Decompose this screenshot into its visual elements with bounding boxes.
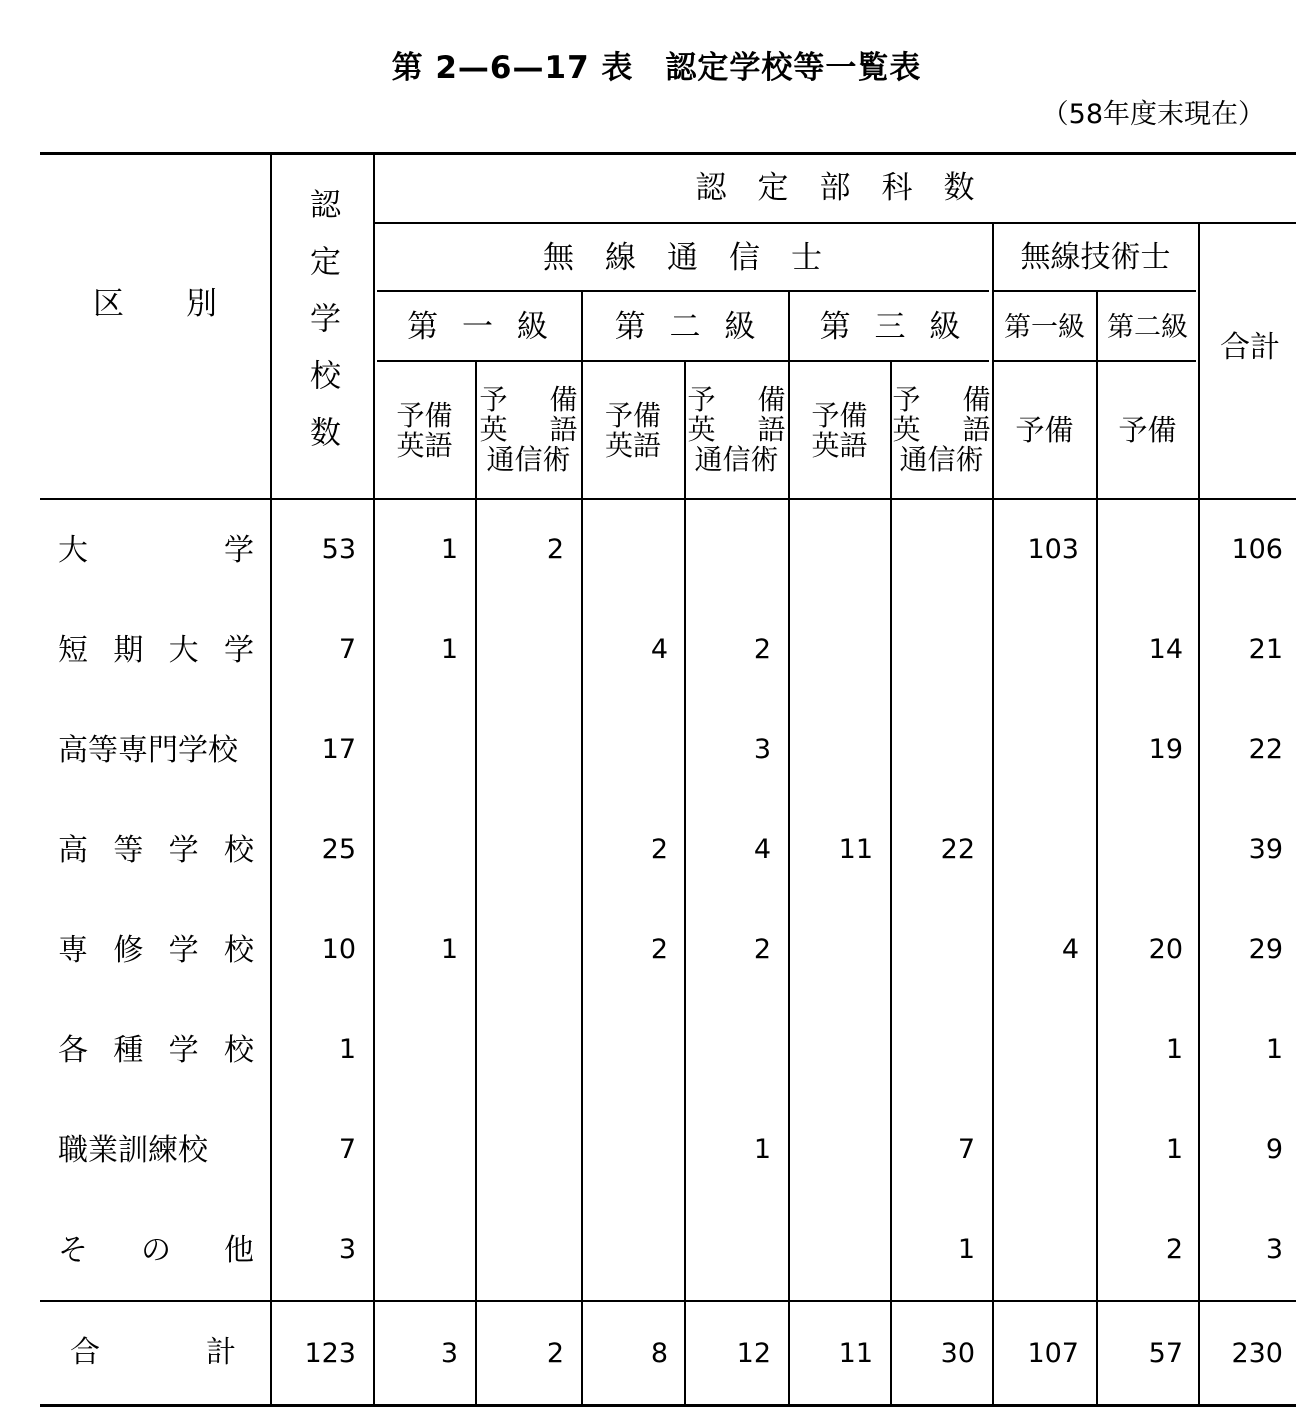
label-char: の <box>141 1233 171 1268</box>
label-char: 大 <box>58 533 88 568</box>
total-cell: 2 <box>546 1338 564 1369</box>
table-cell: 53 <box>321 534 356 565</box>
header-school-count-text: 認定学校数 <box>304 187 340 473</box>
group-header-rule-right <box>994 290 1196 292</box>
table-cell: 7 <box>957 1134 975 1165</box>
row-label: 職業訓練校 <box>58 1133 208 1168</box>
header-kubetsu: 区 別 <box>93 285 217 322</box>
as-of-note: （58年度末現在） <box>1041 99 1265 130</box>
table-cell: 1 <box>1165 1034 1183 1065</box>
table-cell: 1 <box>338 1034 356 1065</box>
col-rule-tsushin-gijutsu <box>992 224 994 1404</box>
total-cell: 12 <box>736 1338 771 1369</box>
table-cell: 2 <box>753 634 771 665</box>
bottom-rule <box>40 1404 1296 1407</box>
subheader-char: 予 <box>479 383 508 416</box>
label-char: 等 <box>113 833 144 868</box>
table-cell: 4 <box>650 634 668 665</box>
total-cell: 123 <box>304 1338 356 1369</box>
table-cell: 22 <box>940 834 975 865</box>
table-cell: 1 <box>1265 1034 1283 1065</box>
table-cell: 2 <box>546 534 564 565</box>
subheader-row-3: 通信術 <box>694 443 779 476</box>
label-char: 校 <box>223 933 254 968</box>
table-cell: 29 <box>1248 934 1283 965</box>
table-cell: 20 <box>1148 934 1183 965</box>
table-cell: 7 <box>338 634 356 665</box>
subheader-row-3: 通信術 <box>899 443 984 476</box>
label-char: 合 <box>70 1335 100 1370</box>
subheader-g2-yobi-eigo <box>583 395 683 467</box>
label-char: 校 <box>223 1033 254 1068</box>
subheader-text-a: 予備 <box>396 399 453 432</box>
subheader-row-3: 通信術 <box>486 443 571 476</box>
subheader-text-b: 英語 <box>811 429 868 462</box>
group-header-rule-left <box>377 290 989 292</box>
label-char: 校 <box>223 833 254 868</box>
label-char: 種 <box>113 1033 144 1068</box>
subheader-row-2 <box>480 415 578 445</box>
subheader-text-a: 予備 <box>811 399 868 432</box>
table-cell: 7 <box>338 1134 356 1165</box>
subheader-row-1 <box>893 385 991 415</box>
total-top-rule <box>40 1300 1296 1302</box>
total-cell: 11 <box>838 1338 873 1369</box>
subheader-row-1 <box>688 385 786 415</box>
table-cell: 17 <box>321 734 356 765</box>
table-cell: 2 <box>753 934 771 965</box>
row-label <box>58 1233 254 1268</box>
header-musen-gijutsushi: 無線技術士 <box>1020 240 1171 275</box>
subheader-row-2 <box>688 415 786 445</box>
subheader-g3-full <box>892 380 991 480</box>
table-cell: 1 <box>753 1134 771 1165</box>
header-gijutsu-grade2: 第二級 <box>1107 311 1188 343</box>
subheader-char: 語 <box>549 413 578 446</box>
header-musen-tsushinshi: 無 線 通 信 士 <box>543 239 822 276</box>
subheader-char: 英 <box>892 413 921 446</box>
col-rule-total <box>1198 224 1200 1404</box>
label-char: 学 <box>224 533 254 568</box>
table-cell: 1 <box>440 634 458 665</box>
row-label: 高等専門学校 <box>58 733 238 768</box>
label-char: 大 <box>168 633 199 668</box>
total-row-label <box>70 1335 236 1370</box>
col-rule-c4 <box>684 362 686 1404</box>
header-total: 合計 <box>1220 330 1280 365</box>
header-grade3: 第 三 級 <box>819 308 961 345</box>
label-char: 学 <box>168 833 199 868</box>
table-cell: 2 <box>650 934 668 965</box>
row-label <box>58 533 254 568</box>
label-char: そ <box>58 1233 88 1268</box>
total-cell: 30 <box>940 1338 975 1369</box>
header-gijutsu-grade1: 第一級 <box>1004 311 1085 343</box>
subheader-g3-yobi-eigo <box>790 395 889 467</box>
label-char: 他 <box>224 1233 254 1268</box>
subheader-char: 予 <box>892 383 921 416</box>
col-rule-c8 <box>1096 292 1098 1404</box>
subheader-char: 英 <box>687 413 716 446</box>
subheader-char: 語 <box>962 413 991 446</box>
col-rule-c6 <box>890 362 892 1404</box>
label-char: 学 <box>223 633 254 668</box>
header-grade1: 第 一 級 <box>407 308 548 345</box>
grade-rule-right <box>994 360 1196 362</box>
col-rule-c2 <box>475 362 477 1404</box>
table-cell: 11 <box>838 834 873 865</box>
total-cell: 8 <box>650 1338 668 1369</box>
row-label <box>58 833 254 868</box>
label-char: 学 <box>168 1033 199 1068</box>
row-label <box>58 1033 254 1068</box>
header-bottom-rule <box>40 498 1296 500</box>
grade-rule-left <box>377 360 989 362</box>
label-char: 学 <box>168 933 199 968</box>
table-cell: 10 <box>321 934 356 965</box>
row-label <box>58 633 254 668</box>
table-cell: 1 <box>440 934 458 965</box>
table-cell: 9 <box>1265 1134 1283 1165</box>
table-cell: 3 <box>1265 1234 1283 1265</box>
subheader-char: 備 <box>549 383 578 416</box>
table-cell: 3 <box>338 1234 356 1265</box>
label-char: 各 <box>58 1033 88 1068</box>
subheader-char: 予 <box>687 383 716 416</box>
table-cell: 39 <box>1248 834 1283 865</box>
subheader-gijutsu1-yobi: 予備 <box>1015 412 1074 447</box>
dept-header-rule <box>373 222 1296 224</box>
table-cell: 19 <box>1148 734 1183 765</box>
top-rule <box>40 152 1296 155</box>
table-cell: 4 <box>1061 934 1079 965</box>
subheader-g2-full <box>686 380 787 480</box>
subheader-char: 備 <box>962 383 991 416</box>
table-cell: 103 <box>1027 534 1079 565</box>
table-cell: 1 <box>1165 1134 1183 1165</box>
subheader-char: 備 <box>757 383 786 416</box>
label-char: 専 <box>58 933 88 968</box>
table-title: 第 2—6—17 表 認定学校等一覧表 <box>391 50 922 86</box>
table-cell: 22 <box>1248 734 1283 765</box>
label-char: 高 <box>58 833 88 868</box>
header-dept-count: 認 定 部 科 数 <box>695 169 975 206</box>
table-cell: 4 <box>753 834 771 865</box>
total-cell: 107 <box>1027 1338 1079 1369</box>
subheader-text-b: 英語 <box>604 429 661 462</box>
table-cell: 2 <box>1165 1234 1183 1265</box>
subheader-g1-yobi-eigo <box>375 395 474 467</box>
label-char: 期 <box>113 633 144 668</box>
header-school-count <box>272 180 372 480</box>
subheader-char: 語 <box>757 413 786 446</box>
total-cell: 230 <box>1231 1338 1283 1369</box>
row-label <box>58 933 254 968</box>
table-cell: 14 <box>1148 634 1183 665</box>
table-cell: 25 <box>321 834 356 865</box>
label-char: 修 <box>113 933 144 968</box>
label-char: 短 <box>58 633 88 668</box>
table-cell: 21 <box>1248 634 1283 665</box>
table-cell: 3 <box>753 734 771 765</box>
table-cell: 1 <box>440 534 458 565</box>
total-cell: 57 <box>1148 1338 1183 1369</box>
subheader-row-2 <box>893 415 991 445</box>
subheader-text-b: 英語 <box>396 429 453 462</box>
total-cell: 3 <box>440 1338 458 1369</box>
subheader-row-1 <box>480 385 578 415</box>
table-cell: 2 <box>650 834 668 865</box>
label-char: 計 <box>206 1335 236 1370</box>
header-grade2: 第 二 級 <box>614 308 756 345</box>
subheader-gijutsu2-yobi: 予備 <box>1118 412 1177 447</box>
subheader-char: 英 <box>479 413 508 446</box>
subheader-text-a: 予備 <box>604 399 661 432</box>
table-cell: 1 <box>957 1234 975 1265</box>
table-cell: 106 <box>1231 534 1283 565</box>
subheader-g1-full <box>477 380 580 480</box>
